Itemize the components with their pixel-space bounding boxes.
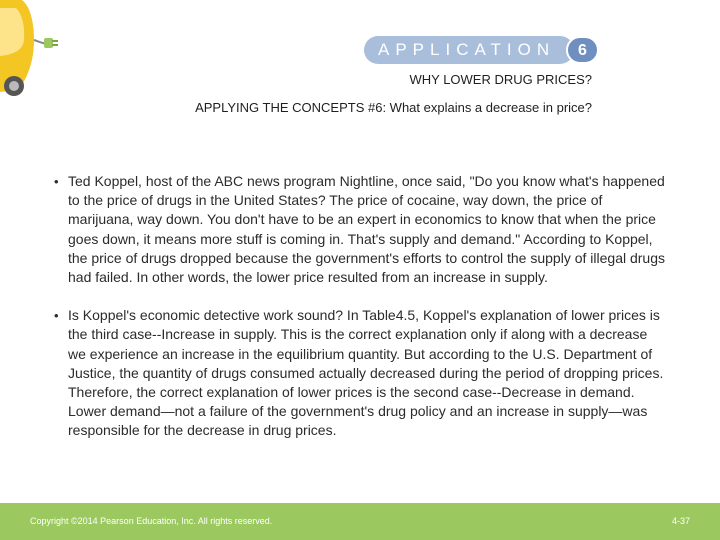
copyright-text: Copyright ©2014 Pearson Education, Inc. All rights reserved. <box>30 516 273 526</box>
bullet-list <box>54 172 668 441</box>
bullet-text: Ted Koppel, host of the ABC news program Nightline, once said, "Do you know what's happened to the price of drugs in the United States? The price of cocaine, way down, the price of marijuana, way down. You don't have to be an expert in economics to know that when the price goes down, it means more stuff is coming in. That's supply and demand." According to Koppel, the price of drugs dropped because the government's efforts to control the supply of illegal drugs had failed. In other words, the lower price resulted from an increase in supply. <box>68 173 665 286</box>
footer-bar <box>0 503 720 540</box>
bullet-item <box>54 306 668 440</box>
application-number-badge: 6 <box>566 36 599 64</box>
bullet-icon: • <box>54 308 59 324</box>
application-banner <box>364 36 602 66</box>
page-number: 4-37 <box>671 516 690 526</box>
application-pill <box>364 36 574 64</box>
concept-question: APPLYING THE CONCEPTS #6: What explains a decrease in price? <box>195 100 592 115</box>
electric-car-illustration <box>0 0 58 96</box>
bullet-text: Is Koppel's economic detective work sound? In Table4.5, Koppel's explanation of lower prices is the third case--Increase in supply. This is the correct explanation only if along with a decrease we experience an increase in the equilibrium quantity. But according to the U.S. Department of Justice, the quantity of drugs consumed actually decreased during the period of dropping prices. Therefore, the correct explanation of lower prices is the second case--Decrease in demand. Lower demand—not a failure of the government's drug policy and an increase in supply—was responsible for the decrease in drug prices. <box>68 307 664 439</box>
slide-subtitle: WHY LOWER DRUG PRICES? <box>409 72 592 87</box>
car-icon <box>0 0 58 96</box>
bullet-icon: • <box>54 174 59 189</box>
application-label: APPLICATION <box>378 40 556 59</box>
bullet-item <box>54 172 668 287</box>
